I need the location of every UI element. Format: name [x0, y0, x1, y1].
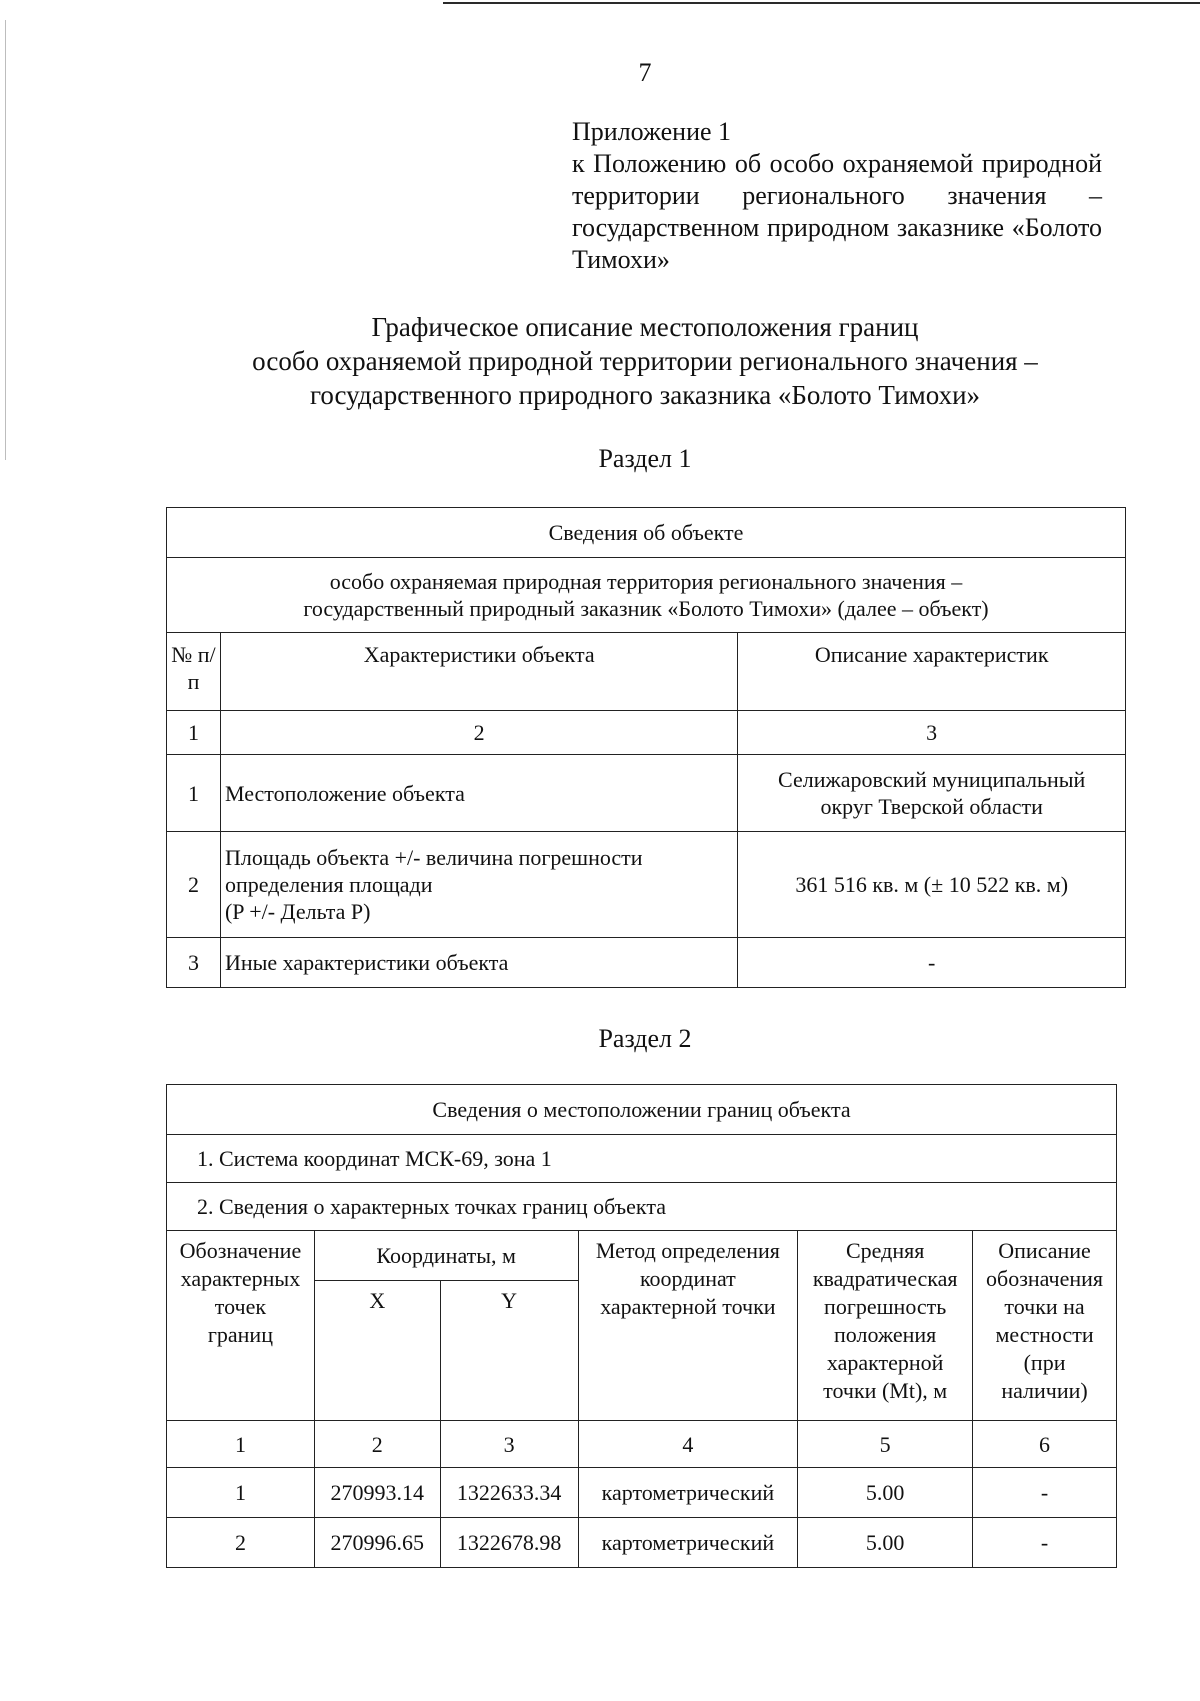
object-name-cell [167, 558, 1126, 633]
header-line: границ [207, 1322, 273, 1347]
header-line: Описание [998, 1238, 1091, 1263]
column-number: 2 [314, 1421, 440, 1468]
point-method: картометрический [578, 1468, 798, 1518]
area-line-3: (P +/- Дельта P) [224, 899, 371, 924]
characteristic-location: Местоположение объекта [220, 755, 737, 832]
appendix-body: к Положению об особо охраняемой природной территории регионального значения – государственном природном заказнике «Болото Тимохи» [572, 149, 1102, 274]
header-x: X [314, 1281, 440, 1421]
scan-border-top [443, 2, 1200, 4]
points-title: 2. Сведения о характерных точках границ объекта [167, 1183, 1117, 1231]
column-number: 1 [167, 1421, 315, 1468]
object-info-title: Сведения об объекте [167, 508, 1126, 558]
object-name-line-1: особо охраняемая природная территория регионального значения – [329, 569, 963, 594]
appendix-block [572, 116, 1102, 276]
boundary-table [166, 1084, 1117, 1568]
header-method [578, 1231, 798, 1421]
header-line: характерных [180, 1266, 301, 1291]
table-row [167, 1518, 1117, 1568]
header-line: точек [214, 1294, 267, 1319]
header-line: характерной [826, 1350, 944, 1375]
header-line: местности [995, 1322, 1094, 1347]
description-location [738, 755, 1126, 832]
appendix-title: Приложение 1 [572, 117, 732, 146]
object-info-table [166, 507, 1126, 988]
point-y: 1322633.34 [440, 1468, 578, 1518]
header-characteristics: Характеристики объекта [220, 633, 737, 711]
header-line: положения [834, 1322, 937, 1347]
table-row [167, 938, 1126, 988]
section-2-heading: Раздел 2 [598, 1024, 692, 1053]
point-y: 1322678.98 [440, 1518, 578, 1568]
row-number: 3 [167, 938, 221, 988]
characteristic-area [220, 832, 737, 938]
header-coordinates: Координаты, м [314, 1231, 578, 1281]
page-number: 7 [638, 58, 652, 87]
area-line-1: Площадь объекта +/- величина погрешности [224, 845, 643, 870]
table-row [167, 755, 1126, 832]
point-description: - [973, 1518, 1117, 1568]
header-y: Y [440, 1281, 578, 1421]
header-line: наличии) [1001, 1378, 1088, 1403]
header-line: погрешность [824, 1294, 947, 1319]
section-1-heading: Раздел 1 [598, 444, 692, 473]
document-title-line-3: государственного природного заказника «Болото Тимохи» [309, 380, 981, 410]
header-line: точки (Mt), м [823, 1378, 948, 1403]
coordinate-system: 1. Система координат МСК-69, зона 1 [167, 1135, 1117, 1183]
row-number: 1 [167, 755, 221, 832]
header-line: обозначения [986, 1266, 1104, 1291]
description-area: 361 516 кв. м (± 10 522 кв. м) [738, 832, 1126, 938]
header-line: квадратическая [812, 1266, 958, 1291]
header-point-description [973, 1231, 1117, 1421]
column-number: 6 [973, 1421, 1117, 1468]
column-number: 3 [738, 711, 1126, 755]
header-line: (при [1023, 1350, 1066, 1375]
row-number: 2 [167, 832, 221, 938]
header-line: Метод определения [595, 1238, 780, 1263]
point-description: - [973, 1468, 1117, 1518]
document-title-line-1: Графическое описание местоположения границ [371, 312, 919, 342]
boundary-table-title: Сведения о местоположении границ объекта [167, 1085, 1117, 1135]
header-line: Обозначение [179, 1238, 302, 1263]
description-other: - [738, 938, 1126, 988]
header-error [798, 1231, 973, 1421]
point-method: картометрический [578, 1518, 798, 1568]
point-x: 270993.14 [314, 1468, 440, 1518]
description-line-2: округ Тверской области [820, 794, 1043, 819]
document-title [160, 310, 1130, 412]
column-number: 2 [220, 711, 737, 755]
characteristic-other: Иные характеристики объекта [220, 938, 737, 988]
point-id: 1 [167, 1468, 315, 1518]
header-line: точки на [1004, 1294, 1085, 1319]
header-line: характерной точки [600, 1294, 776, 1319]
column-number: 4 [578, 1421, 798, 1468]
table-row [167, 1468, 1117, 1518]
object-name-line-2: государственный природный заказник «Болото Тимохи» (далее – объект) [303, 596, 989, 621]
header-designation [167, 1231, 315, 1421]
column-number: 5 [798, 1421, 973, 1468]
table-row [167, 832, 1126, 938]
header-line: Средняя [845, 1238, 925, 1263]
point-x: 270996.65 [314, 1518, 440, 1568]
point-mt: 5.00 [798, 1468, 973, 1518]
point-id: 2 [167, 1518, 315, 1568]
header-line: координат [639, 1266, 736, 1291]
point-mt: 5.00 [798, 1518, 973, 1568]
area-line-2: определения площади [224, 872, 433, 897]
document-title-line-2: особо охраняемой природной территории регионального значения – [252, 346, 1038, 376]
description-line-1: Селижаровский муниципальный [778, 767, 1086, 792]
column-number: 1 [167, 711, 221, 755]
header-description: Описание характеристик [738, 633, 1126, 711]
header-number: № п/п [167, 633, 221, 711]
column-number: 3 [440, 1421, 578, 1468]
